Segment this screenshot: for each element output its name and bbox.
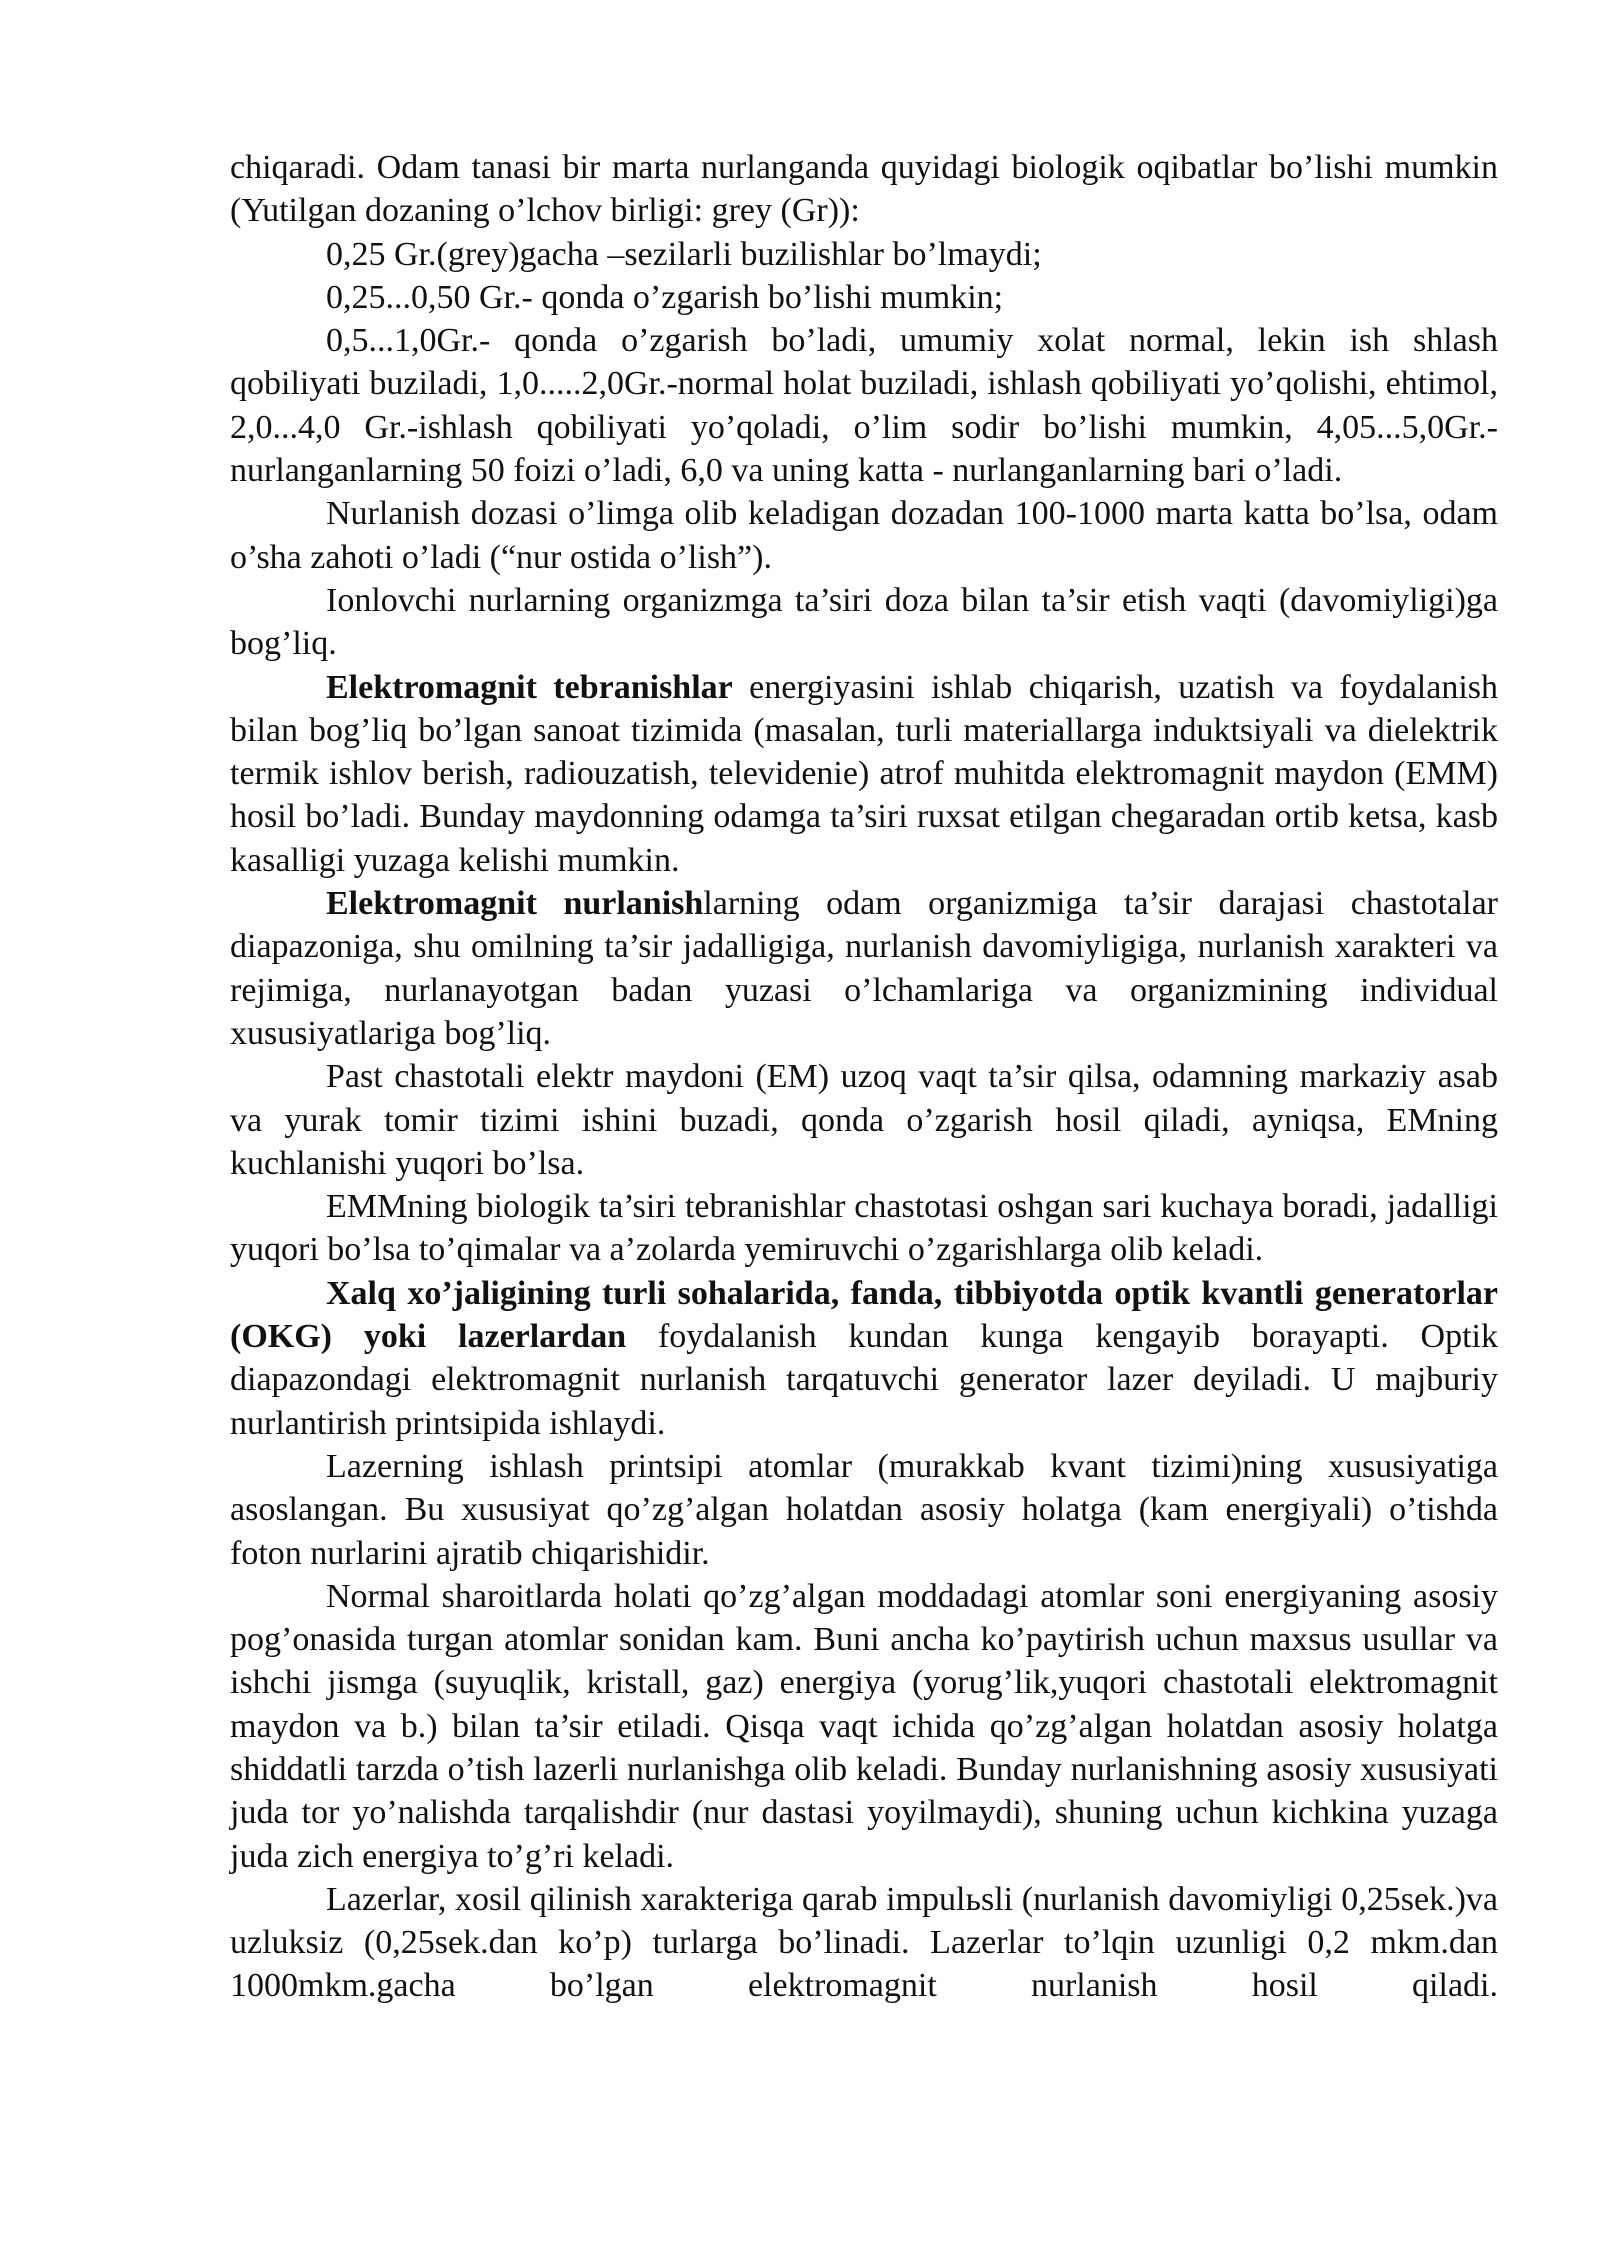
paragraph-em-radiation-text: larning odam organizmiga ta’sir darajasi chastotalar diapazoniga, shu omilning ta’sir jadalligiga, nurlanish davomiyligiga, nurlanish xarakteri va rejimiga, nurlanayotgan badan yuzasi o’lchamlariga va organizmining individual xususiyatlariga bog’liq.: [230, 885, 1498, 1052]
term-em-oscillations: Elektromagnit tebranishlar: [326, 668, 733, 706]
paragraph-intro: chiqaradi. Odam tanasi bir marta nurlanganda quyidagi biologik oqibatlar bo’lishi mumkin (Yutilgan dozaning o’lchov birligi: grey (Gr)):: [230, 149, 1498, 230]
paragraph-lasers-intro: [230, 1272, 1498, 1445]
paragraph-lethal-dose: Nurlanish dozasi o’limga olib keladigan dozadan 100-1000 marta katta bo’lsa, odam o’sha zahoti o’ladi (“nur ostida o’lish”).: [230, 495, 1498, 576]
paragraph-low-frequency: Past chastotali elektr maydoni (EM) uzoq vaqt ta’sir qilsa, odamning markaziy asab va yurak tomir tizimi ishini buzadi, qonda o’zgarish hosil qiladi, ayniqsa, EMning kuchlanishi yuqori bo’lsa.: [230, 1058, 1498, 1182]
document-page: [230, 146, 1498, 2008]
term-em-radiation: Elektromagnit nurlanish: [326, 885, 704, 923]
paragraph-laser-principle: Lazerning ishlash printsipi atomlar (murakkab kvant tizimi)ning xususiyatiga asoslangan. Bu xususiyat qo’zg’algan holatdan asosiy holatga (kam energiyali) o’tishda foton nurlarini ajratib chiqarishidir.: [230, 1447, 1498, 1572]
dose-item-2: 0,25...0,50 Gr.- qonda o’zgarish bo’lishi mumkin;: [326, 278, 1004, 316]
paragraph-normal-conditions: Normal sharoitlarda holati qo’zg’algan moddadagi atomlar soni energiyaning asosiy pog’onasida turgan atomlar sonidan kam. Buni ancha ko’paytirish uchun maxsus usullar va ishchi jismga (suyuqlik, kristall, gaz) energiya (yorug’lik,yuqori chastotali elektromagnit maydon va b.) bilan ta’sir etiladi. Qisqa vaqt ichida qo’zg’algan holatdan asosiy holatga shiddatli tarzda o’tish lazerli nurlanishga olib keladi. Bunday nurlanishning asosiy xususiyati juda tor yo’nalishda tarqalishdir (nur dastasi yoyilmaydi), shuning uchun kichkina yuzaga juda zich energiya to’g’ri keladi.: [230, 1577, 1498, 1875]
paragraph-laser-types: Lazerlar, xosil qilinish xarakteriga qarab impulьsli (nurlanish davomiyligi 0,25sek.)va uzluksiz (0,25sek.dan ko’p) turlarga bo’linadi. Lazerlar to’lqin uzunligi 0,2 mkm.dan 1000mkm.gacha bo’lgan elektromagnit nurlanish hosil qiladi.: [230, 1880, 1498, 2005]
paragraph-em-oscillations-text: energiyasini ishlab chiqarish, uzatish va foydalanish bilan bog’liq bo’lgan sanoat tizimida (masalan, turli materiallarga induktsiyali va dielektrik termik ishlov berish, radiouzatish, televidenie) atrof muhitda elektromagnit maydon (EMM) hosil bo’ladi. Bunday maydonning odamga ta’siri ruxsat etilgan chegaradan ortib ketsa, kasb kasalligi yuzaga kelishi mumkin.: [230, 668, 1499, 879]
paragraph-ionizing: Ionlovchi nurlarning organizmga ta’siri doza bilan ta’sir etish vaqti (davomiyligi)ga bog’liq.: [230, 581, 1498, 663]
dose-item-1: 0,25 Gr.(grey)gacha –sezilarli buzilishlar bo’lmaydi;: [326, 235, 1042, 273]
dose-item-3: 0,5...1,0Gr.- qonda o’zgarish bo’ladi, umumiy xolat normal, lekin ish shlash qobiliyati buziladi, 1,0.....2,0Gr.-normal holat buziladi, ishlash qobiliyati yo’qolishi, ehtimol, 2,0...4,0 Gr.-ishlash qobiliyati yo’qoladi, o’lim sodir bo’lishi mumkin, 4,05...5,0Gr.- nurlanganlarning 50 foizi o’ladi, 6,0 va uning katta - nurlanganlarning bari o’ladi.: [230, 322, 1498, 490]
term-lasers: Xalq xo’jaligining turli sohalarida, fanda, tibbiyotda optik kvantli generatorlar (OKG) yoki lazerlardan: [230, 1274, 1498, 1356]
paragraph-emm-biological: EMMning biologik ta’siri tebranishlar chastotasi oshgan sari kuchaya boradi, jadalligi yuqori bo’lsa to’qimalar va a’zolarda yemiruvchi o’zgarishlarga olib keladi.: [230, 1188, 1498, 1269]
paragraph-em-radiation: [230, 882, 1498, 1055]
paragraph-lasers-intro-text: foydalanish kundan kunga kengayib borayapti. Optik diapazondagi elektromagnit nurlanish tarqatuvchi generator lazer deyiladi. U majburiy nurlantirish printsipida ishlaydi.: [230, 1318, 1499, 1442]
paragraph-em-oscillations: [230, 666, 1498, 882]
